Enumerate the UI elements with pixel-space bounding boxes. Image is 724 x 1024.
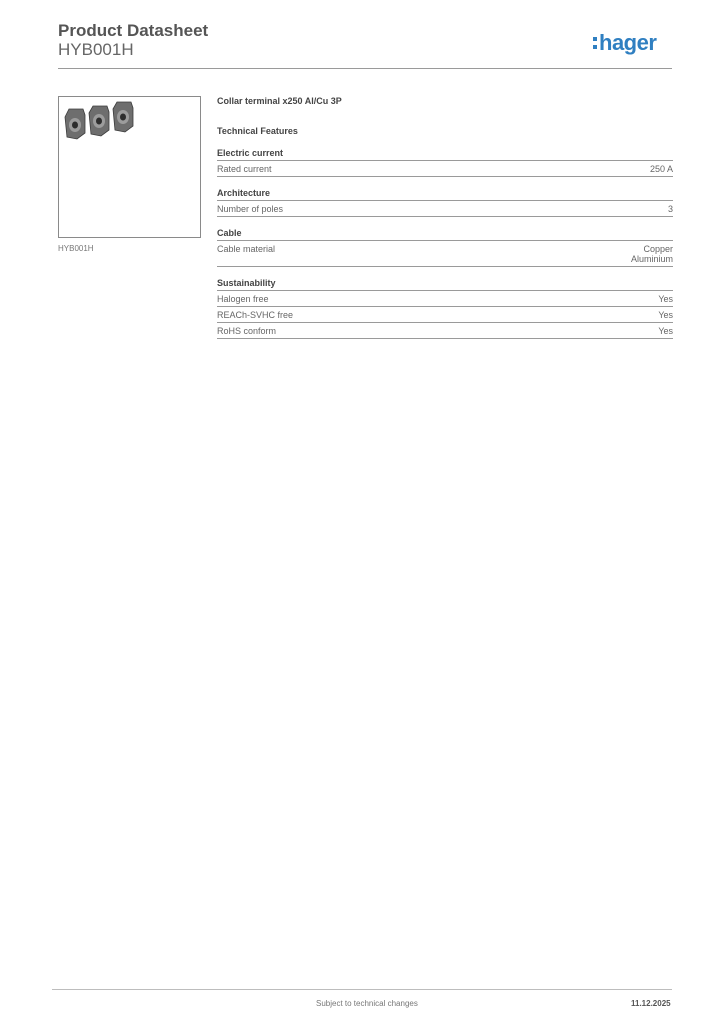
feature-row bbox=[217, 307, 673, 323]
feature-row bbox=[217, 241, 673, 267]
feature-section bbox=[217, 188, 673, 217]
product-image-frame bbox=[58, 96, 201, 238]
section-title: Cable bbox=[217, 228, 673, 241]
features-title: Technical Features bbox=[217, 126, 298, 136]
feature-sections bbox=[217, 148, 673, 339]
collar-terminal-product-photo bbox=[61, 99, 161, 143]
section-title: Sustainability bbox=[217, 278, 673, 291]
header-divider bbox=[58, 68, 672, 69]
feature-section bbox=[217, 278, 673, 339]
feature-value-line: Yes bbox=[658, 326, 673, 336]
feature-label: Number of poles bbox=[217, 204, 284, 214]
feature-value-line: 250 A bbox=[649, 164, 673, 174]
hager-logo bbox=[592, 28, 674, 58]
product-name: Collar terminal x250 Al/Cu 3P bbox=[217, 96, 342, 106]
feature-value-line: Yes bbox=[658, 294, 673, 304]
page-title: Product Datasheet bbox=[58, 21, 209, 40]
feature-value-line: Copper bbox=[643, 244, 673, 254]
feature-row bbox=[217, 201, 673, 217]
section-title: Architecture bbox=[217, 188, 673, 201]
footer-divider bbox=[52, 989, 672, 990]
feature-value-line: Aluminium bbox=[630, 254, 673, 264]
image-caption: HYB001H bbox=[58, 244, 94, 253]
feature-value bbox=[631, 244, 673, 264]
feature-value bbox=[658, 294, 673, 304]
feature-value bbox=[650, 164, 673, 174]
feature-value bbox=[668, 204, 673, 214]
feature-label: Cable material bbox=[217, 244, 276, 254]
feature-section bbox=[217, 148, 673, 177]
feature-label: RoHS conform bbox=[217, 326, 277, 336]
section-title: Electric current bbox=[217, 148, 673, 161]
footer-note: Subject to technical changes bbox=[316, 999, 418, 1008]
logo-text: hager bbox=[599, 30, 657, 55]
feature-value bbox=[658, 326, 673, 336]
feature-value-line: 3 bbox=[667, 204, 673, 214]
datasheet-content bbox=[217, 96, 673, 350]
feature-row bbox=[217, 323, 673, 339]
feature-row bbox=[217, 161, 673, 177]
feature-label: Rated current bbox=[217, 164, 272, 174]
product-code: HYB001H bbox=[58, 40, 134, 59]
feature-label: Halogen free bbox=[217, 294, 269, 304]
footer-date: 11.12.2025 bbox=[631, 999, 671, 1008]
feature-value bbox=[658, 310, 673, 320]
feature-section bbox=[217, 228, 673, 267]
feature-label: REACh-SVHC free bbox=[217, 310, 294, 320]
feature-value-line: Yes bbox=[658, 310, 673, 320]
feature-row bbox=[217, 291, 673, 307]
